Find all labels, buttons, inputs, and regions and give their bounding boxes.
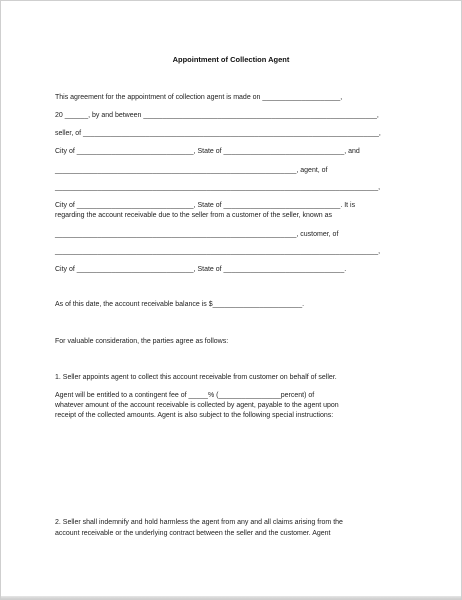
text-line: Agent will be entitled to a contingent fee of _____% (________________percent) of: [55, 392, 315, 399]
text-line: ______________________________________________________________, agent, of: [55, 167, 328, 174]
text-line: As of this date, the account receivable balance is $_______________________.: [55, 301, 305, 308]
text-line: ___________________________________________________________________________________,: [55, 184, 381, 191]
text-line: whatever amount of the account receivable is collected by agent, payable to the agent upon: [55, 402, 339, 409]
page-bottom-edge: [1, 596, 461, 599]
text-line: seller, of ____________________________________________________________________________,: [55, 130, 381, 137]
text-line: City of ______________________________, State of _______________________________, and: [55, 148, 360, 155]
text-line: For valuable consideration, the parties agree as follows:: [55, 338, 229, 345]
text-line: City of ______________________________, State of ______________________________. It is: [55, 202, 356, 209]
text-line: ______________________________________________________________, customer, of: [55, 231, 339, 238]
text-line: account receivable or the underlying contract between the seller and the customer. Agent: [55, 530, 331, 537]
document-title: Appointment of Collection Agent: [172, 55, 290, 64]
text-line: regarding the account receivable due to the seller from a customer of the seller, known as: [55, 212, 333, 219]
text-line: 2. Seller shall indemnify and hold harmless the agent from any and all claims arising from the: [55, 519, 343, 526]
text-line: 1. Seller appoints agent to collect this account receivable from customer on behalf of seller.: [55, 374, 337, 381]
text-line: This agreement for the appointment of collection agent is made on ____________________,: [55, 94, 343, 101]
text-line: 20 ______, by and between ____________________________________________________________,: [55, 112, 379, 119]
text-line: City of ______________________________, State of _______________________________.: [55, 266, 347, 273]
text-line: receipt of the collected amounts. Agent is also subject to the following special instructions:: [55, 412, 334, 419]
text-line: ___________________________________________________________________________________,: [55, 248, 381, 255]
